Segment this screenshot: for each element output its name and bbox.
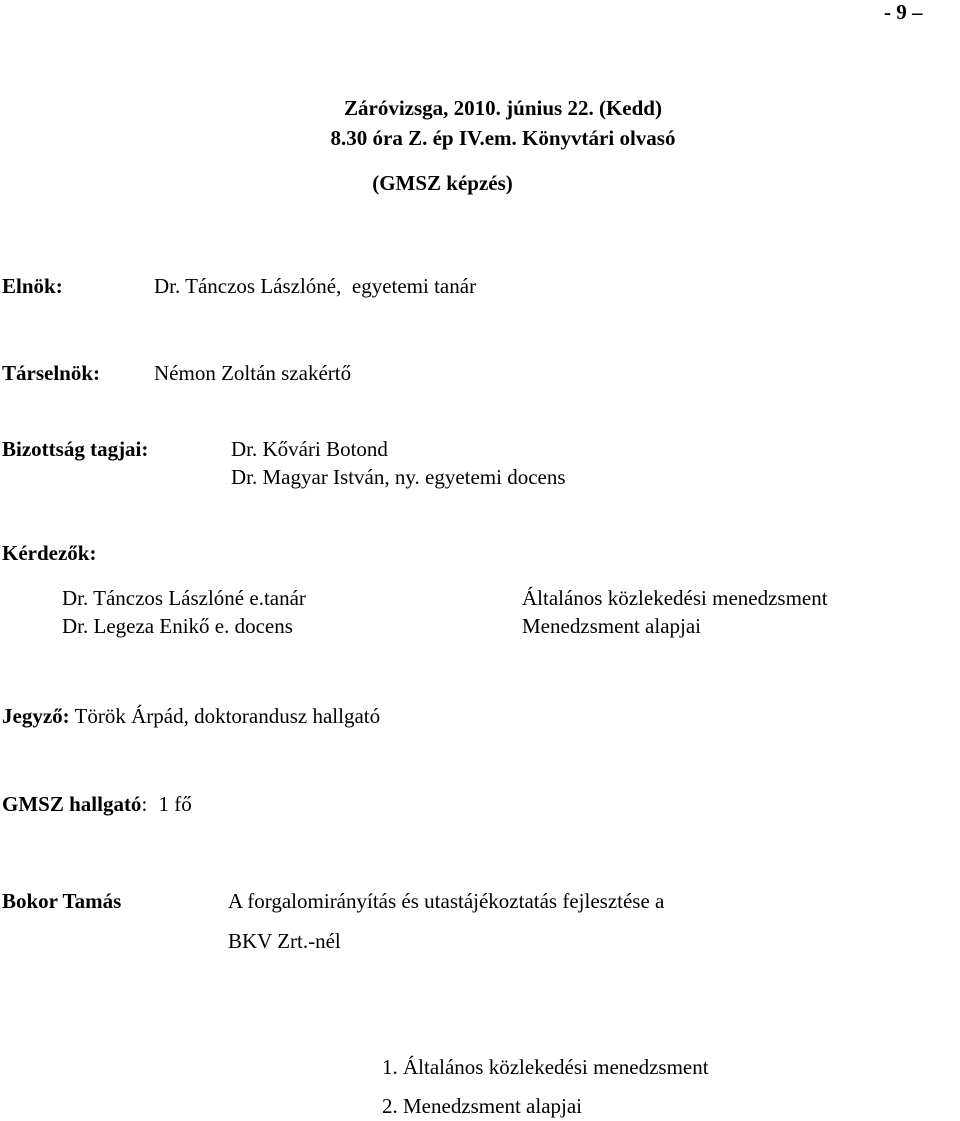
tarselnok-value: Némon Zoltán szakértő <box>154 361 352 385</box>
gmsz-line <box>2 792 192 817</box>
kerdezo-name: Dr. Tánczos Lászlóné e.tanár <box>62 586 306 610</box>
thesis-title: A forgalomirányítás és utastájékoztatás fejlesztése a <box>228 889 665 913</box>
kerdezo-subject: Menedzsment alapjai <box>522 614 702 638</box>
bizottsag-member: Dr. Magyar István, ny. egyetemi docens <box>231 465 566 489</box>
kerdezo-subject: Általános közlekedési menedzsment <box>522 586 828 610</box>
exam-title: Záróvizsga, 2010. június 22. (Kedd) <box>344 96 662 120</box>
exam-program: (GMSZ képzés) <box>372 171 513 195</box>
gmsz-value: 1 fő <box>158 792 192 816</box>
student-name: Bokor Tamás <box>2 889 122 913</box>
exam-subject: 2. Menedzsment alapjai <box>382 1094 583 1118</box>
tarselnok-label: Társelnök: <box>2 361 101 385</box>
jegyzo-label: Jegyző: <box>2 704 70 728</box>
kerdezok-label: Kérdezők: <box>2 541 97 565</box>
page-number: - 9 – <box>884 0 923 24</box>
kerdezo-name: Dr. Legeza Enikő e. docens <box>62 614 293 638</box>
jegyzo-line <box>2 704 380 729</box>
exam-subject: 1. Általános közlekedési menedzsment <box>382 1055 709 1079</box>
bizottsag-label: Bizottság tagjai: <box>2 437 149 461</box>
elnok-value: Dr. Tánczos Lászlóné, egyetemi tanár <box>154 274 477 298</box>
jegyzo-value: Török Árpád, doktorandusz hallgató <box>74 704 381 728</box>
elnok-label: Elnök: <box>2 274 63 298</box>
bizottsag-member: Dr. Kővári Botond <box>231 437 388 461</box>
thesis-title: BKV Zrt.-nél <box>228 929 341 953</box>
exam-time-location: 8.30 óra Z. ép IV.em. Könyvtári olvasó <box>330 126 676 150</box>
gmsz-colon: : <box>141 792 148 816</box>
gmsz-label: GMSZ hallgató <box>2 792 142 816</box>
